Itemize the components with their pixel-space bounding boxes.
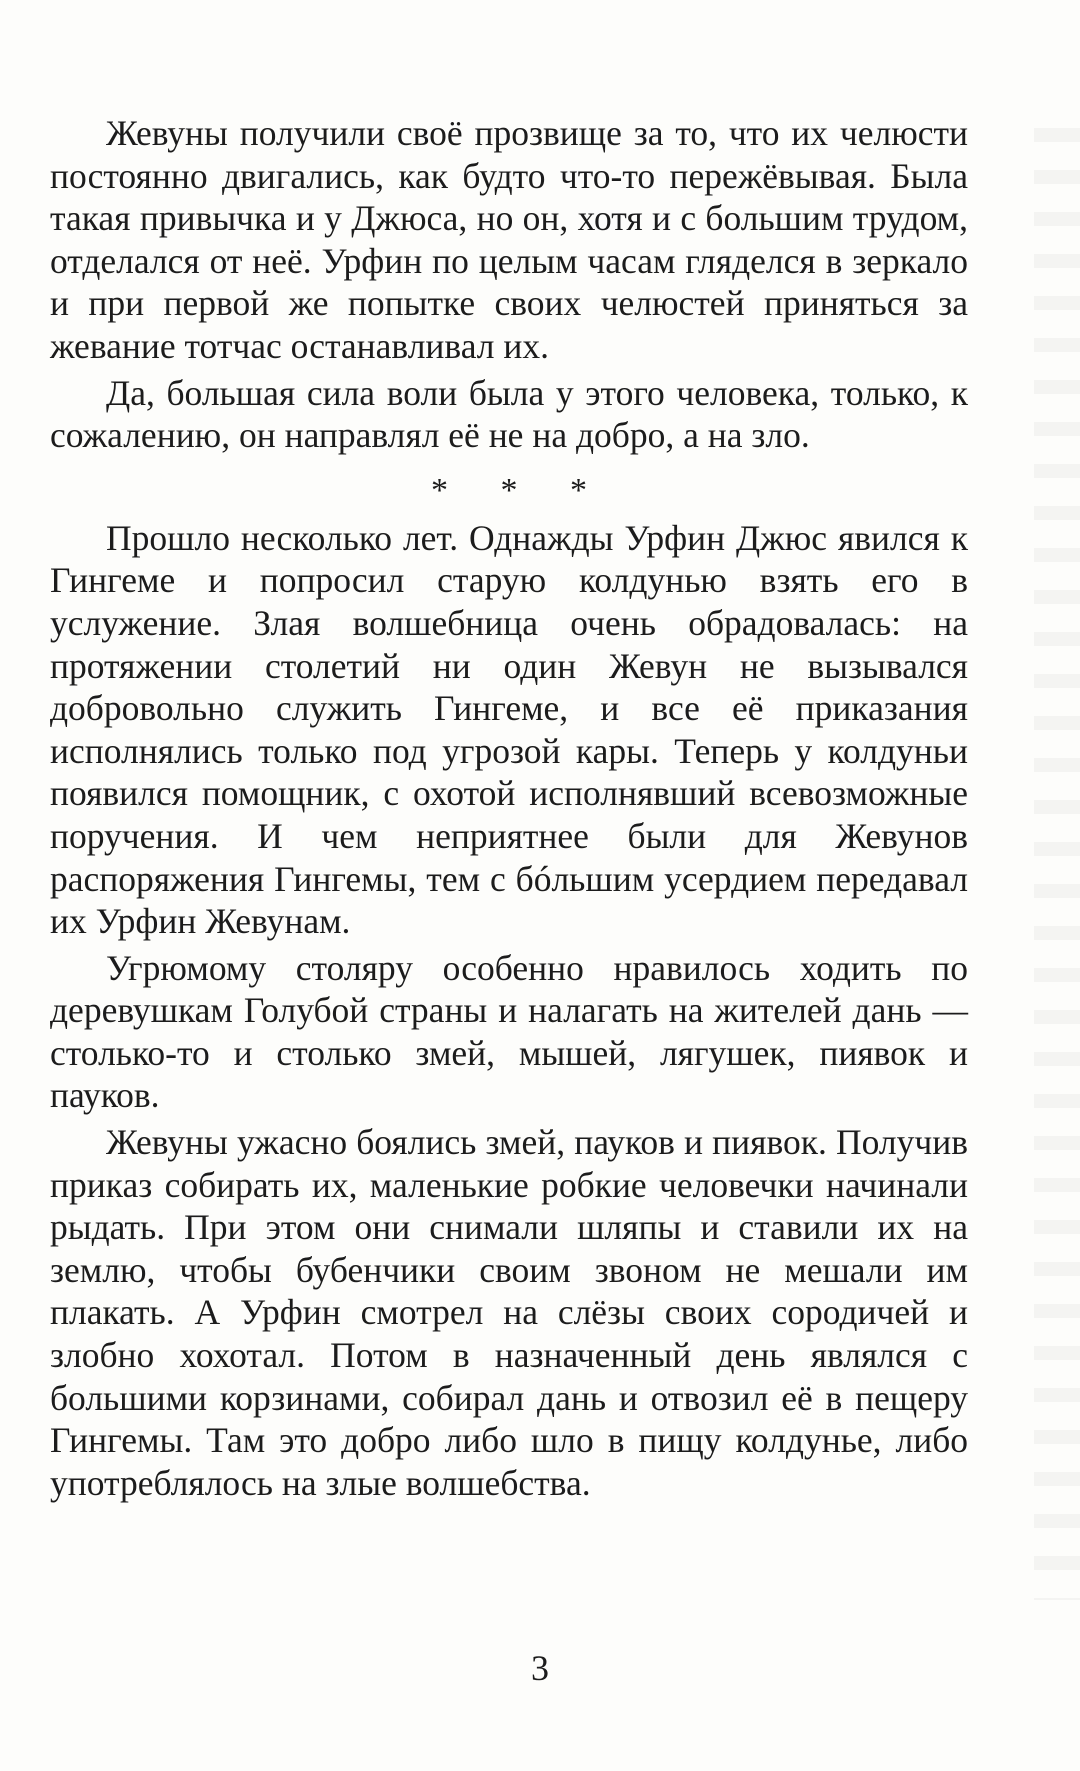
paragraph-5: Жевуны ужасно боялись змей, пауков и пиявок. Получив приказ собирать их, маленькие робкие человечки начинали рыдать. При этом они снимали шляпы и ставили их на землю, чтобы бубенчики своим звоном не мешали им плакать. А Урфин смотрел на слёзы своих сородичей и злобно хохотал. Потом в назначенный день являлся с большими корзинами, собирал дань и отвозил её в пещеру Гингемы. Там это добро либо шло в пищу колдунье, либо употреблялось на злые волшебства. <box>50 1122 968 1503</box>
paragraph-4: Угрюмому столяру особенно нравилось ходить по деревушкам Голубой страны и налагать на жителей дань — столько-то и столько змей, мышей, лягушек, пиявок и пауков. <box>50 947 968 1116</box>
section-separator: * * * <box>431 471 609 509</box>
page-number: 3 <box>531 1648 549 1688</box>
paragraph-2: Да, большая сила воли была у этого человека, только, к сожалению, он направлял её не на добро, а на зло. <box>50 372 968 456</box>
page-text <box>50 112 968 1504</box>
paragraph-1: Жевуны получили своё прозвище за то, что их челюсти постоянно двигались, как будто что-то пережёвывая. Была такая привычка и у Джюса, но он, хотя и с большим трудом, отделался от неё. Урфин по целым часам гляделся в зеркало и при первой же попытке своих челюстей приняться за жевание тотчас останавливал их. <box>50 113 968 366</box>
show-through-shadow <box>1034 100 1080 1600</box>
paragraph-3: Прошло несколько лет. Однажды Урфин Джюс явился к Гингеме и попросил старую колдунью взять его в услужение. Злая волшебница очень обрадовалась: на протяжении столетий ни один Жевун не вызывался добровольно служить Гингеме, и все её приказания исполнялись только под угрозой кары. Теперь у колдуньи появился помощник, с охотой исполнявший всевозможные поручения. И чем неприятнее были для Жевунов распоряжения Гингемы, тем с бóльшим усердием передавал их Урфин Жевунам. <box>50 517 968 942</box>
